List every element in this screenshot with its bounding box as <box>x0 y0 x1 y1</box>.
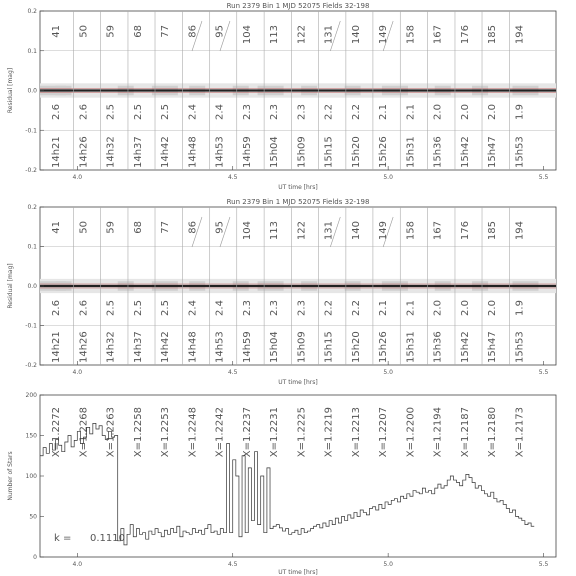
ra-label: 2.3 <box>269 104 281 120</box>
x-axis-label: UT time [hrs] <box>278 184 318 191</box>
ra-label: 2.6 <box>78 104 90 120</box>
field-number-label: 158 <box>405 221 417 241</box>
field-number-label: 194 <box>514 25 526 45</box>
lst-label: 15h36 <box>432 136 444 168</box>
ra-label: 2.0 <box>487 300 499 316</box>
x-tick-label: 4.5 <box>227 369 238 376</box>
x-tick-label: 5.5 <box>538 369 549 376</box>
airmass-label: X=1.2207 <box>377 407 389 458</box>
airmass-label: X=1.2194 <box>432 407 444 458</box>
lst-label: 15h53 <box>514 136 526 168</box>
airmass-label: X=1.2187 <box>459 407 471 458</box>
airmass-label: X=1.2248 <box>187 407 199 458</box>
lst-label: 15h04 <box>269 331 281 363</box>
ra-label: 2.2 <box>323 104 335 120</box>
lst-label: 15h15 <box>323 331 335 363</box>
ra-label: 2.2 <box>350 104 362 120</box>
lst-label: 15h04 <box>269 136 281 168</box>
field-number-label: 59 <box>105 221 117 234</box>
x-tick-label: 4.0 <box>72 174 83 181</box>
lst-label: 14h53 <box>214 136 226 168</box>
y-axis-label: Residual [mag] <box>7 263 14 309</box>
lst-label: 14h48 <box>187 331 199 363</box>
x-tick-label: 5.0 <box>383 369 393 376</box>
y-tick-label: -0.2 <box>25 362 37 369</box>
field-number-label: 194 <box>514 221 526 241</box>
chart-title: Run 2379 Bin 1 MJD 52075 Fields 32-198 <box>226 198 370 206</box>
ra-label: 2.4 <box>187 300 199 316</box>
lst-label: 15h42 <box>459 136 471 168</box>
x-axis-label: UT time [hrs] <box>278 379 318 386</box>
ra-label: 2.5 <box>160 104 172 120</box>
y-tick-label: 50 <box>29 513 37 521</box>
field-number-label: 122 <box>296 221 308 241</box>
field-number-label: 77 <box>160 221 172 234</box>
field-number-label: 113 <box>269 25 281 45</box>
ra-label: 2.5 <box>105 104 117 120</box>
ra-label: 1.9 <box>514 300 526 316</box>
lst-label: 15h15 <box>323 136 335 168</box>
field-number-label: 158 <box>405 25 417 45</box>
ra-label: 2.3 <box>296 300 308 316</box>
field-number-label: 149 <box>377 25 389 45</box>
field-number-label: 95 <box>214 25 226 38</box>
field-number-label: 68 <box>132 25 144 38</box>
y-tick-label: 0.1 <box>27 243 37 251</box>
airmass-label: X=1.2231 <box>269 407 281 458</box>
x-tick-label: 4.5 <box>227 174 238 181</box>
ra-label: 2.3 <box>241 104 253 120</box>
ra-label: 2.6 <box>51 300 63 316</box>
field-number-label: 86 <box>187 25 199 38</box>
airmass-label: X=1.2268 <box>78 407 90 458</box>
ra-label: 2.0 <box>459 104 471 120</box>
x-tick-label: 4.0 <box>72 369 83 376</box>
airmass-label: X=1.2237 <box>241 407 253 458</box>
field-number-label: 68 <box>132 221 144 234</box>
ra-label: 2.2 <box>323 300 335 316</box>
lst-label: 15h20 <box>350 136 362 168</box>
lst-label: 15h20 <box>350 331 362 363</box>
y-tick-label: 0.2 <box>27 204 37 211</box>
lst-label: 14h37 <box>132 331 144 363</box>
field-number-label: 185 <box>487 25 499 45</box>
lst-label: 14h26 <box>78 136 90 168</box>
field-number-label: 167 <box>432 221 444 241</box>
lst-label: 15h42 <box>459 331 471 363</box>
airmass-label: X=1.2180 <box>487 407 499 458</box>
lst-label: 14h32 <box>105 136 117 168</box>
field-number-label: 50 <box>78 221 90 234</box>
x-tick-label: 4.0 <box>72 561 83 568</box>
field-number-label: 50 <box>78 25 90 38</box>
x-tick-label: 5.0 <box>383 561 393 568</box>
ra-label: 2.4 <box>214 104 226 120</box>
field-number-label: 59 <box>105 25 117 38</box>
field-number-label: 140 <box>350 25 362 45</box>
y-tick-label: 0.0 <box>27 87 37 95</box>
field-number-label: 140 <box>350 221 362 241</box>
ra-label: 2.6 <box>78 300 90 316</box>
lst-label: 15h31 <box>405 331 417 363</box>
field-number-label: 77 <box>160 25 172 38</box>
y-tick-label: 150 <box>25 432 37 440</box>
field-number-label: 122 <box>296 25 308 45</box>
lst-label: 14h26 <box>78 331 90 363</box>
y-tick-label: 0 <box>33 554 37 561</box>
y-tick-label: 0.1 <box>27 47 37 55</box>
lst-label: 15h53 <box>514 331 526 363</box>
ra-label: 2.1 <box>405 104 417 120</box>
ra-label: 2.5 <box>105 300 117 316</box>
field-number-label: 185 <box>487 221 499 241</box>
y-tick-label: -0.1 <box>25 127 37 135</box>
chart-title: Run 2379 Bin 1 MJD 52075 Fields 32-198 <box>226 2 370 10</box>
residual-panel-middle <box>7 198 556 386</box>
ra-label: 2.2 <box>350 300 362 316</box>
lst-label: 15h09 <box>296 331 308 363</box>
ra-label: 1.9 <box>514 104 526 120</box>
ra-label: 2.5 <box>132 300 144 316</box>
y-tick-label: 200 <box>25 392 37 399</box>
x-tick-label: 5.5 <box>538 174 549 181</box>
y-tick-label: -0.2 <box>25 167 37 174</box>
airmass-label: X=1.2263 <box>105 407 117 458</box>
lst-label: 14h37 <box>132 136 144 168</box>
airmass-label: X=1.2200 <box>405 407 417 458</box>
residual-panel-top <box>7 2 556 191</box>
lst-label: 14h42 <box>160 136 172 168</box>
field-number-label: 113 <box>269 221 281 241</box>
y-axis-label: Residual [mag] <box>7 67 14 114</box>
lst-label: 14h42 <box>160 331 172 363</box>
lst-label: 15h31 <box>405 136 417 168</box>
ra-label: 2.4 <box>187 104 199 120</box>
field-number-label: 149 <box>377 221 389 241</box>
airmass-label: X=1.2258 <box>132 407 144 458</box>
ra-label: 2.1 <box>377 104 389 120</box>
y-tick-label: -0.1 <box>25 322 37 330</box>
lst-label: 14h59 <box>241 331 253 363</box>
airmass-label: X=1.2272 <box>51 407 63 458</box>
field-number-label: 176 <box>459 221 471 241</box>
ra-label: 2.3 <box>269 300 281 316</box>
field-number-label: 95 <box>214 221 226 234</box>
ra-label: 2.3 <box>296 104 308 120</box>
lst-label: 15h26 <box>377 331 389 363</box>
field-number-label: 131 <box>323 25 335 45</box>
airmass-label: X=1.2253 <box>160 407 172 458</box>
lst-label: 15h09 <box>296 136 308 168</box>
field-number-label: 41 <box>51 25 63 38</box>
lst-label: 14h32 <box>105 331 117 363</box>
lst-label: 15h36 <box>432 331 444 363</box>
x-tick-label: 4.5 <box>227 561 238 568</box>
y-tick-label: 0.0 <box>27 283 37 290</box>
airmass-label: X=1.2225 <box>296 407 308 458</box>
ra-label: 2.3 <box>241 300 253 316</box>
ra-label: 2.0 <box>487 104 499 120</box>
ra-label: 2.0 <box>432 104 444 120</box>
x-tick-label: 5.5 <box>538 561 549 568</box>
star-count-panel <box>7 392 556 576</box>
extinction-k-value: 0.1110 <box>90 533 125 544</box>
field-number-label: 176 <box>459 25 471 45</box>
field-number-label: 167 <box>432 25 444 45</box>
field-number-label: 41 <box>51 221 63 234</box>
ra-label: 2.0 <box>432 300 444 316</box>
y-tick-label: 0.2 <box>27 8 37 15</box>
lst-label: 15h47 <box>487 136 499 168</box>
airmass-label: X=1.2213 <box>350 407 362 458</box>
x-axis-label: UT time [hrs] <box>278 569 318 576</box>
ra-label: 2.5 <box>160 300 172 316</box>
field-number-label: 131 <box>323 221 335 241</box>
ra-label: 2.1 <box>405 300 417 316</box>
ra-label: 2.4 <box>214 300 226 316</box>
lst-label: 14h53 <box>214 331 226 363</box>
lst-label: 14h21 <box>51 331 63 363</box>
lst-label: 15h47 <box>487 331 499 363</box>
lst-label: 14h48 <box>187 136 199 168</box>
ra-label: 2.1 <box>377 300 389 316</box>
ra-label: 2.0 <box>459 300 471 316</box>
y-axis-label: Number of Stars <box>7 451 14 501</box>
field-number-label: 104 <box>241 25 253 45</box>
ra-label: 2.5 <box>132 104 144 120</box>
extinction-k-label: k = <box>54 533 72 544</box>
y-tick-label: 100 <box>25 473 37 480</box>
field-number-label: 104 <box>241 221 253 241</box>
airmass-label: X=1.2242 <box>214 407 226 458</box>
lst-label: 14h21 <box>51 136 63 168</box>
lst-label: 14h59 <box>241 136 253 168</box>
ra-label: 2.6 <box>51 104 63 120</box>
field-number-label: 86 <box>187 221 199 234</box>
x-tick-label: 5.0 <box>383 174 393 181</box>
airmass-label: X=1.2219 <box>323 407 335 458</box>
lst-label: 15h26 <box>377 136 389 168</box>
airmass-label: X=1.2173 <box>514 407 526 458</box>
